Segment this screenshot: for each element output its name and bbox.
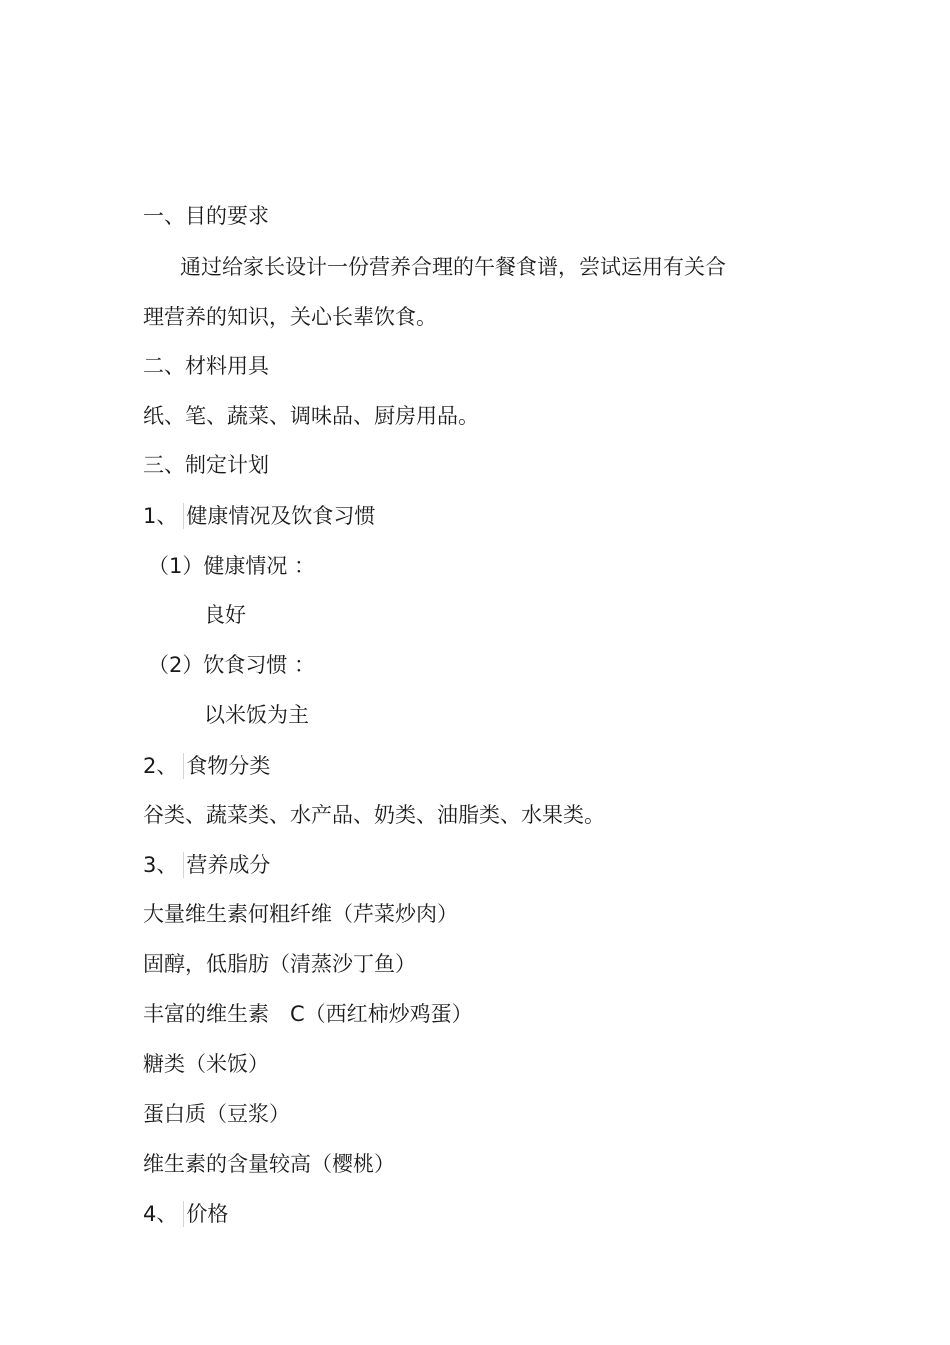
item-4-heading <box>143 1199 228 1229</box>
food-categories-text: 谷类、蔬菜类、水产品、奶类、油脂类、水果类。 <box>143 803 605 827</box>
item-4-number: 4、 <box>143 1202 178 1226</box>
item-2-title: 食物分类 <box>186 754 271 778</box>
section-heading-plan: 三、制定计划 <box>143 453 269 477</box>
nutrition-line: 固醇，低脂肪（清蒸沙丁鱼） <box>143 952 416 976</box>
placeholder-box <box>177 1201 184 1227</box>
item-3-title: 营养成分 <box>186 853 271 877</box>
placeholder-box <box>177 503 184 529</box>
item-1-heading <box>143 501 375 531</box>
placeholder-box <box>177 753 184 779</box>
item-1-number: 1、 <box>143 504 178 528</box>
item-2-heading <box>143 751 270 781</box>
diet-habit-label: （2）饮食习惯 ： <box>148 653 316 677</box>
item-3-heading <box>143 850 270 880</box>
placeholder-box <box>177 852 184 878</box>
purpose-paragraph-line-1: 通过给家长设计一份营养合理的午餐食谱，尝试运用有关合 <box>180 255 726 279</box>
health-label: （1）健康情况 ： <box>148 554 316 578</box>
section-heading-purpose: 一、目的要求 <box>143 204 269 228</box>
nutrition-line: 糖类（米饭） <box>143 1052 269 1076</box>
item-4-title: 价格 <box>186 1202 229 1226</box>
nutrition-line: 大量维生素何粗纤维（芹菜炒肉） <box>143 902 458 926</box>
materials-text: 纸、笔、蔬菜、调味品、厨房用品。 <box>143 404 479 428</box>
item-3-number: 3、 <box>143 853 178 877</box>
nutrition-line: 蛋白质（豆浆） <box>143 1102 290 1126</box>
purpose-paragraph-line-2: 理营养的知识，关心长辈饮食。 <box>143 305 437 329</box>
section-heading-materials: 二、材料用具 <box>143 354 269 378</box>
item-1-title: 健康情况及饮食习惯 <box>186 504 376 528</box>
diet-habit-value: 以米饭为主 <box>204 703 309 727</box>
item-2-number: 2、 <box>143 754 178 778</box>
nutrition-line: 丰富的维生素 C（西红柿炒鸡蛋） <box>143 1002 473 1026</box>
nutrition-line: 维生素的含量较高（樱桃） <box>143 1152 395 1176</box>
health-value: 良好 <box>204 603 246 627</box>
